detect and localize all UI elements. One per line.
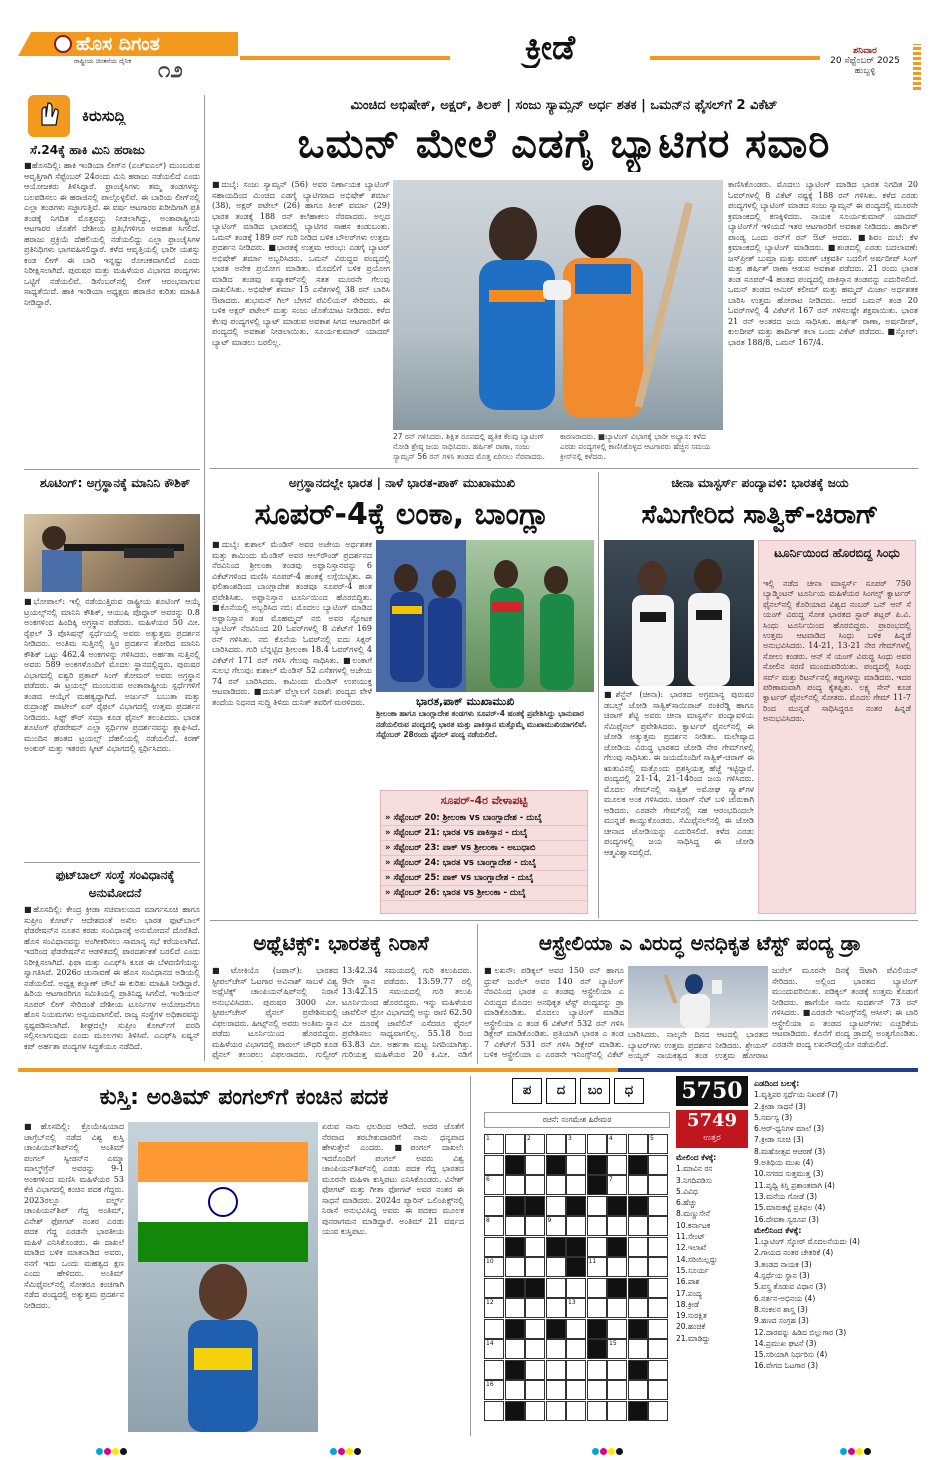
lead-body-left: ■ದುಬೈ: ಸಂಜು ಸ್ಯಾಮ್ಸನ್ (56) ಅವರ ನಿರ್ಣಾಯಕ ಬ್ಯಾಟಿಂಗ್ ಸಹಾಯದಿಂದ ಮಿಂಚಿದ ಎಡಗೈ ಬ್ಯಾಟಿಗರಾದ ಅಭಿಷೇಕ್ ಶರ್ಮಾ (38), ಅಕ್ಷರ್ ಪಟೇಲ್ (26) ಹಾಗೂ ತಿಲಕ್ ವರ್ಮಾ (29) ಭಾರತ ತಂಡಕ್ಕೆ 188 ರನ್ ಕಲೆಹಾಕಲು ನೆರವಾದರು. ಅಲ್ಪದ ಬ್ಯಾಟಿಂಗ್ ಮಾಡಿದ ಭಾರತದಲ್ಲಿ ಬ್ಯಾಟಿಗರ ಸಾಹಸ ಕಂಡುಬಂತು. ಒಮನ್ ತಂಡಕ್ಕೆ 189 ರನ್ ಗುರಿ ನೀಡಿದ ಬಳಿಕ ಬೌಲರ್‌ಗಳು ಉತ್ತಮ ಪ್ರದರ್ಶನ ನೀಡಿದರು. ■ಭಾರತಕ್ಕೆ ಉತ್ತಮ ಆರಂಭ: ಎಡಗೈ ಬ್ಯಾಟರ್ ಅಭಿಷೇಕ್ ಶರ್ಮಾ ಅಬ್ಬರಿಸಿದರು. ಒಮನ್ ವಿರುದ್ಧದ ಪಂದ್ಯದಲ್ಲಿ ಭಾರತ ಅನೇಕ ಪ್ರಯೋಗ ಮಾಡಿತು. ಮೊದಲಿಗೆ ಬಳಿಕ ಪ್ರಯೋಗ ಮಾಡಿದ ತಂಡವು ಏಷ್ಯಾಕಪ್‌ನಲ್ಲಿ ಸತತ ಮೂರನೇ ಗೆಲುವು ದಾಖಲಿಸಿತು. ಅಭಿಷೇಕ್ ಶರ್ಮಾ 15 ಎಸೆತಗಳಲ್ಲಿ 38 ರನ್ ಬಾರಿಸಿ ಔಟಾದರು. ಶುಭಮನ್ ಗಿಲ್ ಬೇಗನೆ ಪೆವಿಲಿಯನ್ ಸೇರಿದರು. ಈ ಬಳಿಕ ಅಕ್ಷರ್ ಪಟೇಲ್ ಮತ್ತು ಸಂಜು ಜೊತೆಯಾಟ ನೀಡಿದರು. ಕಳೆದ ಕೆಲವು ಪಂದ್ಯಗಳಲ್ಲಿ ಬ್ಯಾಟ್ ಮಾಡುವ ಅವಕಾಶ ಸಿಗದ ಆಟಗಾರರಿಗೆ ಈ ಪಂದ್ಯದಲ್ಲಿ ಅವಕಾಶ ನೀಡಲಾಯಿತು. ಸೂರ್ಯಕುಮಾರ್ ಯಾದವ್ ಬ್ಯಾಟ್ ಮಾಡಲು ಬರಲಿಲ್ಲ.: [212, 180, 390, 347]
clue-item: 15.ಮಾರುಕಟ್ಟೆ ಪ್ರತಿಫಲ (4): [754, 1203, 826, 1213]
date-label: 20 ಸೆಪ್ಟೆಂಬರ್ 2025: [830, 56, 900, 66]
story5-body-mid: ಬಾರಿಸಿದರು. ನಾಲ್ಕನೇ ದಿನದ ಆಟದಲ್ಲಿ ಭಾರತದ ಬ್ಯಾಟರ್‌ಗಳು ಉತ್ತಮ ಪ್ರದರ್ಶನ ನೀಡಿದರು. ಶ್ರೇಯಸ್ ಅಯ್ಯರ್ ನಾಯಕತ್ವದ ತಂಡ ಉತ್ತಮ ಹೋರಾಟ: [628, 1030, 768, 1060]
story3-kicker: ಚೀನಾ ಮಾಸ್ಟರ್ಸ್ ಪಂದ್ಯಾವಳಿ: ಭಾರತಕ್ಕೆ ಜಯ: [671, 476, 849, 490]
crossword-block: [607, 1196, 627, 1216]
crossword-cell[interactable]: [566, 1155, 586, 1175]
crossword-block: [546, 1319, 566, 1339]
crossword-cell[interactable]: [587, 1380, 607, 1400]
clue-item: 5.ಸರ್ವಸ್ವ (3): [754, 1112, 793, 1122]
crossword-cell[interactable]: [525, 1216, 545, 1236]
story5-body-right: ಜುರೆಲ್ ಮೂರನೇ ದಿನಕ್ಕೆ ಔಟಾಗಿ ಪೆವಿಲಿಯನ್ ಸೇರಿದರು. ಅಲ್ಲಿಂದ ಭಾರತದ ಬ್ಯಾಟಿಂಗ್ ಮುಂದುವರಿಯಿತು. ಪಡಿಕ್ಕಲ್ ತಂಡಕ್ಕೆ ಉತ್ತಮ ಕೊಡುಗೆ ನೀಡಿದರು. ಹಾಗೆಯೇ ಸಾಯಿ ಸುದರ್ಶನ್ 73 ರನ್ ಗಳಿಸಿದರು. ■ಎರಡನೇ ಇನಿಂಗ್ಸ್‌ನಲ್ಲಿ ಆಸೀಸ್: ಈ ಬಾರಿ ಆಸ್ಟ್ರೇಲಿಯಾ ಎ ತಂಡದ ಬ್ಯಾಟರ್‌ಗಳು ಎಚ್ಚರಿಕೆಯ ಆಟವಾಡಿದರು. ಕೊನೆಗೆ ಪಂದ್ಯ ಡ್ರಾದಲ್ಲಿ ಅಂತ್ಯಗೊಂಡಿತು. ಎರಡನೇ ಪಂದ್ಯ ಲಖನೌದಲ್ಲಿಯೇ ನಡೆಯಲಿದೆ.: [772, 966, 918, 1049]
clue-item: 4.ಸ್ಪರ್ಧೆಯ ಸ್ಥಾನ (3): [754, 1271, 810, 1281]
crossword-title: [512, 1078, 672, 1106]
clue-item: 8.ಮಣ್ಣುಸೇನೆ: [676, 1209, 710, 1219]
crossword-cell[interactable]: [628, 1257, 648, 1277]
crossword-cell[interactable]: [505, 1339, 525, 1359]
crossword-block: [505, 1401, 525, 1421]
registration-dot: [338, 1448, 345, 1455]
crossword-cell[interactable]: [628, 1216, 648, 1236]
crossword-cell[interactable]: [525, 1175, 545, 1195]
clue-item: 6.ಹೆಚ್ಚು: [676, 1198, 697, 1208]
crossword-cell[interactable]: [525, 1339, 545, 1359]
story4-headline: ಅಥ್ಲೆಟಿಕ್ಸ್: ಭಾರತಕ್ಕೆ ನಿರಾಸೆ: [253, 931, 429, 955]
clue-item: 1.ವೃತ್ತಿಪರ ಸ್ಪರ್ಧೆಯ ನಿಖರತೆ (7): [754, 1090, 838, 1100]
logo-emblem-icon: [54, 35, 72, 53]
crossword-cell[interactable]: [484, 1196, 504, 1216]
crossword-cell[interactable]: [546, 1278, 566, 1298]
crossword-block: [505, 1196, 525, 1216]
prev-number: 5749: [686, 1110, 738, 1131]
registration-dot: [840, 1448, 847, 1455]
story2-photo-caption-box: [376, 694, 594, 784]
crossword-clue-number: 8: [486, 1217, 490, 1224]
crossword-block: [628, 1278, 648, 1298]
crossword-block: [628, 1196, 648, 1216]
crossword-block: [546, 1237, 566, 1257]
clue-heading: ಮೇಲಿನಿಂದ ಕೆಳಕ್ಕೆ:: [754, 1225, 802, 1235]
crossword-cell[interactable]: [607, 1380, 627, 1400]
clue-item: 9.ಅತಿಥಿಯ ಮುಖ (4): [754, 1158, 814, 1168]
sidebar-divider: [204, 95, 205, 1061]
registration-dot: [616, 1448, 623, 1455]
crossword-block: [628, 1319, 648, 1339]
registration-dots-left: [96, 1440, 128, 1459]
crossword-block: [546, 1155, 566, 1175]
masthead: [0, 0, 945, 92]
crossword-cell[interactable]: [648, 1401, 668, 1421]
crossword-clue-number: 15: [609, 1340, 617, 1347]
lead-photo-caption: 27 ರನ್ ಗಳಿಸಿದರು. ಶಿಕ್ಷಿತ ರೂಪದಲ್ಲಿ ಹೃತಿಕ ಕೆಲವು ಬ್ಯಾಟಿಂಗ್ ನೋಡಿ ಶ್ರೇಷ್ಠ ಜಯ ಸಾಧಿಸಿದರು. ಹರ್ಷಿತ್ ರಾಣಾ, ಸಂಜು ಸ್ಯಾಮ್ಸನ್ 56 ರನ್ ಗಳಿಸಿ ತಂಡದ ಮೊತ್ತ ಏರಿಸಲು ನೆರವಾದರು.: [393, 432, 545, 461]
story3-photo: [604, 540, 754, 686]
crossword-block: [566, 1257, 586, 1277]
crossword-block: [587, 1319, 607, 1339]
crossword-title-letter: ಬಂ: [580, 1078, 610, 1104]
sindhu-box: [758, 540, 916, 914]
crossword-cell[interactable]: [628, 1175, 648, 1195]
section-title: ಕ್ರೀಡೆ: [450, 28, 650, 68]
clue-item: 16.ದೇವತಾ ಸ್ವರೂಪ (3): [754, 1214, 819, 1224]
clue-item: 16.ಪಾಶ: [676, 1277, 700, 1287]
hand-icon: [28, 95, 70, 137]
clue-item: 12.ಇಲಾಖೆ: [676, 1243, 707, 1253]
sindhu-box-title: ಟೂರ್ನಿಯಿಂದ ಹೊರಬಿದ್ದ ಸಿಂಧು: [774, 546, 900, 560]
crossword-cell[interactable]: [484, 1155, 504, 1175]
clues-panel: [754, 1078, 918, 1434]
clue-item: 17.ಪಂದ್ಯ: [676, 1288, 702, 1298]
crossword-cell[interactable]: [648, 1339, 668, 1359]
schedule-row: » ಸೆಪ್ಟೆಂಬರ್ 26: ಭಾರತ vs ಶ್ರೀಲಂಕಾ - ದುಬೈ: [381, 886, 587, 901]
crossword-cell[interactable]: [628, 1339, 648, 1359]
story6-body-left: ■ಹೊಸದಿಲ್ಲಿ: ಕ್ರೊಯೇಷಿಯಾದ ಜಾಗ್ರೆಬ್‌ನಲ್ಲಿ ನಡೆದ ವಿಶ್ವ ಕುಸ್ತಿ ಚಾಂಪಿಯನ್‌ಶಿಪ್‌ನಲ್ಲಿ ಅಂತಿಮ್ ಪಂಗಲ್ ಸ್ವೀಡನ್‌ನ ಎಮ್ಮಾ ಮಾಲ್ಮ್‌ಗ್ರೆನ್ ಅವರನ್ನು 9-1 ಅಂಕಗಳಿಂದ ಮಣಿಸಿ ಮಹಿಳೆಯರ 53 ಕೆಜಿ ವಿಭಾಗದಲ್ಲಿ ಕಂಚಿನ ಪದಕ ಗೆದ್ದರು. 2023ರಲ್ಲೂ ವರ್ಲ್ಡ್ ಚಾಂಪಿಯನ್‌ಶಿಪ್ ಗೆದ್ದ ಅಂತಿಮ್, ವಿನೇಶ್ ಫೋಗಟ್ ನಂತರ ಎರಡು ಪದಕ ಗೆದ್ದ ಎರಡನೇ ಭಾರತೀಯ ಮಹಿಳೆ ಎನಿಸಿಕೊಂಡರು. ಈ ದಾಖಲೆ ಮಾಡಿದ ಬಳಿಕ ಮಾತನಾಡಿದ ಅವರು, ನನಗೆ ಇದು ಒಂದು ಮಹತ್ವದ ಕ್ಷಣ ಎಂದು ಹೇಳಿದರು. ಅಂತಿಮ್ ಸೆಮಿಫೈನಲ್‌ನಲ್ಲಿ ಸೋತರೂ ಕಂಚಿಗಾಗಿ ನಡೆದ ಪಂದ್ಯದಲ್ಲಿ ಅತ್ಯುತ್ತಮ ಪ್ರದರ್ಶನ ನೀಡಿದರು.: [24, 1122, 124, 1310]
clue-item: 8.ಮಹೋತ್ಸವ ಆಚರಣೆ (3): [754, 1146, 826, 1156]
prev-label: ಉತ್ತರ: [703, 1133, 721, 1143]
crossword-title-letter: ದ: [546, 1078, 576, 1104]
crossword-clue-number: 1: [486, 1135, 490, 1142]
schedule-title: ಸೂಪರ್-4ರ ವೇಳಾಪಟ್ಟಿ: [440, 794, 528, 807]
crossword-clue-number: 9: [547, 1217, 552, 1224]
crossword-cell[interactable]: [648, 1319, 668, 1339]
crossword-clue-number: 2: [527, 1135, 531, 1142]
prev-answer-box: [676, 1110, 748, 1148]
schedule-row: » ಸೆಪ್ಟೆಂಬರ್ 23: ಪಾಕ್ vs ಶ್ರೀಲಂಕಾ - ಅಬುಧಾಬಿ: [381, 841, 587, 856]
crossword-cell[interactable]: [505, 1257, 525, 1277]
divider: [470, 1076, 471, 1436]
registration-dot: [120, 1448, 127, 1455]
crossword-cell[interactable]: [648, 1196, 668, 1216]
crossword-clue-number: 6: [486, 1176, 490, 1183]
story2-kicker: ಅಗ್ರಸ್ಥಾನದಲ್ಲೇ ಭಾರತ | ನಾಳೆ ಭಾರತ-ಪಾಕ್ ಮುಖಾಮುಖಿ: [288, 476, 516, 490]
masthead-side-stripes: [913, 44, 921, 90]
page-number: ೧೨: [158, 59, 183, 83]
crossword-cell[interactable]: [587, 1196, 607, 1216]
crossword-block: [505, 1155, 525, 1175]
story4-body-right: 13:42.34 ಸಮಯದಲ್ಲಿ ಗುರಿ ತಲುಪಿದರು. 9ನೇ ಸ್ಥಾನ ಪಡೆದರು. 13:59.77 ರಲ್ಲಿ 13:42.15 ಸಮಯದಲ್ಲಿ ಗುರಿ ತಲುಪಿ ಟೂರ್ನಿಯಿಂದ ಹೊರಬಿದ್ದರು. ಇನ್ನು ಮಹಿಳೆಯರ ಜಾವೆಲಿನ್ ಥ್ರೋ ವಿಭಾಗದಲ್ಲಿ ಅನ್ನು ರಾಣಿ 62.50 ಮೀ ದೂರಕ್ಕೆ ಜಾವೆಲಿನ್ ಎಸೆದರೂ ಫೈನಲ್ ಪ್ರವೇಶಿಸಲು ಸಾಧ್ಯವಾಗಲಿಲ್ಲ. 55.18 ರಿಂದ 63.83 ಮೀ. ಅರ್ಹತಾ ಮಟ್ಟ ನಿಗದಿಯಾಗಿತ್ತು. ಗುರಿಯತ್ತ ಮಹಿಳೆಯರ 20 ಕಿ.ಮೀ. ನಡಿಗೆ: [342, 966, 472, 1059]
crossword-cell[interactable]: [587, 1134, 607, 1154]
day-label: ಶನಿವಾರ: [853, 46, 877, 56]
clue-heading: ಮೇಲಿಂದ ಕೆಳಕ್ಕೆ:: [676, 1153, 717, 1162]
divider: [598, 472, 599, 918]
registration-dot: [856, 1448, 863, 1455]
registration-dots-right2: [840, 1440, 872, 1459]
crossword-cell[interactable]: [628, 1237, 648, 1257]
crossword-block: [566, 1196, 586, 1216]
clue-item: 3.ತಂಡದ ನಾಯಕ (3): [754, 1259, 812, 1269]
crossword-cell[interactable]: [546, 1360, 566, 1380]
crossword-cell[interactable]: [607, 1401, 627, 1421]
clue-item: 10.ನಗರದ ಸುತ್ತಮುತ್ತ (3): [754, 1169, 824, 1179]
crossword-block: [607, 1237, 627, 1257]
crossword-cell[interactable]: [505, 1380, 525, 1400]
crossword-cell[interactable]: [648, 1360, 668, 1380]
divider: [24, 469, 200, 470]
crossword-block: [505, 1360, 525, 1380]
date-block: [820, 46, 910, 86]
crossword-cell[interactable]: [566, 1380, 586, 1400]
crossword-cell[interactable]: [648, 1257, 668, 1277]
story5-headline: ಆಸ್ಟ್ರೇಲಿಯಾ ಎ ವಿರುದ್ಧ ಅನಧಿಕೃತ ಟೆಸ್ಟ್ ಪಂದ್ಯ ಡ್ರಾ: [538, 931, 862, 955]
clue-item: 9.ಹಣದ ಸಂಗ್ರಹ (3): [754, 1316, 809, 1326]
schedule-row: » ಸೆಪ್ಟೆಂಬರ್ 20: ಶ್ರೀಲಂಕಾ vs ಬಾಂಗ್ಲಾದೇಶ - ದುಬೈ: [381, 811, 587, 826]
crossword-cell[interactable]: [587, 1360, 607, 1380]
clue-item: 3.ನಿಗದಿಪಡಿಸು: [676, 1175, 713, 1185]
shooter-photo: [24, 514, 200, 592]
crossword-cell[interactable]: [566, 1319, 586, 1339]
lead-headline: ಒಮನ್ ಮೇಲೆ ಎಡಗೈ ಬ್ಯಾಟಿಗರ ಸವಾರಿ: [297, 121, 831, 167]
crossword-cell[interactable]: [648, 1380, 668, 1400]
crossword-cell[interactable]: [484, 1278, 504, 1298]
clue-item: 16.ವೇಗದ ಓಟಗಾರ (3): [754, 1361, 819, 1371]
registration-dots-right1: [592, 1440, 624, 1459]
crossword-block: [587, 1155, 607, 1175]
registration-dot: [346, 1448, 353, 1455]
clue-heading: ಎಡದಿಂದ ಬಲಕ್ಕೆ:: [754, 1079, 800, 1088]
crossword-block: [525, 1196, 545, 1216]
story6-headline: ಕುಸ್ತಿ: ಅಂತಿಮ್ ಪಂಗಲ್‌ಗೆ ಕಂಚಿನ ಪದಕ: [99, 1085, 389, 1110]
crossword-block: [505, 1278, 525, 1298]
clue-item: 20.ಹಂಚಿಕೆ: [676, 1322, 706, 1332]
crossword-clue-number: 3: [568, 1135, 572, 1142]
brief1-body: ■ಹೊಸದಿಲ್ಲಿ: ಹಾಕಿ ಇಂಡಿಯಾ ಲೀಗ್‌ನ (ಎಚ್‌ಐಎಲ್) ಮುಂಬರುವ ಆವೃತ್ತಿಗಾಗಿ ಸೆಪ್ಟೆಂಬರ್ 24ರಂದು ಮಿನಿ ಹರಾಜು ನಡೆಯಲಿದೆ ಎಂದು ಆಯೋಜಕರು ತಿಳಿಸಿದ್ದಾರೆ. ಫ್ರಾಂಚೈಸಿಗಳು ತಮ್ಮ ತಂಡಗಳನ್ನು ಬಲಪಡಿಸಲು ಈ ಹರಾಜಿನಲ್ಲಿ ಪಾಲ್ಗೊಳ್ಳಲಿವೆ. ಈ ಬಾರಿಯ ಲೀಗ್‌ನಲ್ಲಿ ಎಲ್ಲಾ ತಂಡಗಳು ಸಜ್ಜಾಗುತ್ತಿವೆ. ಈ ವರ್ಷ ಆಟಗಾರರ ಖರೀದಿಗಾಗಿ ಪ್ರತಿ ತಂಡಕ್ಕೆ ನಿಗದಿತ ಮೊತ್ತವನ್ನು ನೀಡಲಾಗಿದ್ದು, ಅಂತಾರಾಷ್ಟ್ರೀಯ ಆಟಗಾರರ ಜೊತೆಗೆ ದೇಶೀಯ ಪ್ರತಿಭೆಗಳಿಗೂ ಅವಕಾಶ ಸಿಗಲಿದೆ. ಹರಾಜು ಪ್ರಕ್ರಿಯೆ ದೆಹಲಿಯಲ್ಲಿ ನಡೆಯಲಿದ್ದು ಎಲ್ಲಾ ಫ್ರಾಂಚೈಸಿಗಳ ಪ್ರತಿನಿಧಿಗಳು ಭಾಗವಹಿಸಲಿದ್ದಾರೆ. ಕಳೆದ ಆವೃತ್ತಿಯಲ್ಲಿ ಭಾರೀ ಯಶಸ್ಸು ಕಂಡ ಲೀಗ್ ಈ ಬಾರಿ ಇನ್ನಷ್ಟು ರೋಚಕವಾಗಲಿದೆ ಎಂದು ನಿರೀಕ್ಷಿಸಲಾಗಿದೆ. ಪುರುಷರ ಮತ್ತು ಮಹಿಳೆಯರ ವಿಭಾಗದ ಪಂದ್ಯಗಳು ಒಟ್ಟಿಗೆ ನಡೆಯಲಿವೆ. ಡಿಸೆಂಬರ್‌ನಲ್ಲಿ ಲೀಗ್ ಆರಂಭವಾಗುವ ಸಾಧ್ಯತೆಯಿದೆ. ಹಾಕಿ ಇಂಡಿಯಾ ಅಧ್ಯಕ್ಷರು ಹರಾಜಿನ ಕುರಿತು ಮಾಹಿತಿ ನೀಡಿದ್ದಾರೆ.: [24, 161, 200, 307]
logo-block: [18, 32, 238, 84]
crossword-cell[interactable]: [607, 1298, 627, 1318]
crossword-cell[interactable]: [648, 1278, 668, 1298]
crossword-cell[interactable]: [525, 1401, 545, 1421]
clue-item: 10.ಕರ್ನಾಟಕ: [676, 1220, 711, 1230]
lead-photo-caption2: ಕಾರಣರಾದರು. ■ಬ್ಯಾಟಿಂಗ್ ವಿಭಾಗಕ್ಕೆ ಭಾರೀ ಅಭ್ಯಾಸ: ಕಳೆದ ಎರಡು ಪಂದ್ಯಗಳಲ್ಲಿ ಕಾಣಿಸಿಕೊಳ್ಳದ ಆಟಗಾರರು ಹೆಚ್ಚಿನ ಸಮಯ ಕ್ರೀಸ್‌ನಲ್ಲಿ ಕಳೆದರು.: [560, 432, 711, 461]
lead-photo: [393, 180, 723, 430]
crossword-cell[interactable]: [546, 1339, 566, 1359]
crossword-cell[interactable]: [566, 1339, 586, 1359]
crossword-block: [566, 1237, 586, 1257]
crossword-cell[interactable]: [525, 1298, 545, 1318]
crossword-clue-number: 10: [486, 1258, 494, 1265]
crossword-block: [607, 1278, 627, 1298]
divider: [210, 468, 918, 469]
clue-item: 12.ದಾರವನ್ನು ಹಿಡಿದ ಬಿಲ್ಲುಗಾರ (3): [754, 1327, 847, 1337]
clue-item: 15.ಸರಿಯಾಗಿ ನಿರ್ಧರಿಸು (4): [754, 1350, 828, 1360]
kirusuddi-label: ಕಿರುಸುದ್ದಿ: [82, 107, 126, 125]
crossword-cell[interactable]: [607, 1216, 627, 1236]
story3-body: ■ಶೆನ್ಜೆನ್ (ಚೀನಾ): ಭಾರತದ ಅಗ್ರಮಾನ್ಯ ಪುರುಷರ ಡಬಲ್ಸ್ ಜೋಡಿ ಸಾತ್ವಿಕ್‌ಸಾಯಿರಾಜ್ ರಂಕಿರೆಡ್ಡಿ ಹಾಗೂ ಚಿರಾಗ್ ಶೆಟ್ಟಿ ಅವರು ಚೀನಾ ಮಾಸ್ಟರ್ಸ್ ಪಂದ್ಯಾವಳಿಯ ಸೆಮಿಫೈನಲ್ ಪ್ರವೇಶಿಸಿದರು. ಕ್ವಾರ್ಟರ್ ಫೈನಲ್‌ನಲ್ಲಿ ಈ ಜೋಡಿ ಅತ್ಯುತ್ತಮ ಪ್ರದರ್ಶನ ನೀಡಿತು. ಮಲೇಷ್ಯಾದ ಜೋಡಿಯ ವಿರುದ್ಧ ಭಾರತದ ಜೋಡಿ ನೇರ ಗೇಮ್‌ಗಳಲ್ಲಿ ಗೆಲುವು ಸಾಧಿಸಿತು. ಈ ಜಯದೊಂದಿಗೆ ಸಾತ್ವಿಕ್-ಚಿರಾಗ್ ಈ ಋತುವಿನಲ್ಲಿ ಮತ್ತೊಂದು ಪ್ರಶಸ್ತಿಯತ್ತ ಹೆಜ್ಜೆ ಇಟ್ಟಿದ್ದಾರೆ. ಪಂದ್ಯದಲ್ಲಿ 21-14, 21-14ರಿಂದ ಜಯ ಗಳಿಸಿದರು. ಮೊದಲ ಗೇಮ್‌ನಲ್ಲಿ ಸಾತ್ವಿಕ್ ಅಮೋಘ ಸ್ಮ್ಯಾಶ್‌ಗಳ ಮೂಲಕ ಅಂಕ ಗಳಿಸಿದರು. ಚಿರಾಗ್ ನೆಟ್ ಬಳಿ ಚುರುಕಾಗಿ ಆಡಿದರು. ಎರಡನೇ ಗೇಮ್‌ನಲ್ಲಿ ಸಹ ಆರಂಭದಿಂದಲೇ ಮುನ್ನಡೆ ಕಾಯ್ದುಕೊಂಡರು. ಸೆಮಿಫೈನಲ್‌ನಲ್ಲಿ ಈ ಜೋಡಿ ಚೀನಾದ ಜೋಡಿಯನ್ನು ಎದುರಿಸಲಿದೆ. ಕಳೆದ ಎರಡು ಪಂದ್ಯಗಳಲ್ಲಿ ಜಯ ಸಾಧಿಸಿದ್ದ ಈ ಜೋಡಿ ಆತ್ಮವಿಶ್ವಾಸದಲ್ಲಿದೆ.: [604, 690, 754, 857]
crossword-cell[interactable]: [566, 1360, 586, 1380]
story6-body-right: ಏರುವ ನಾನು ಛಲದಿಂದ ಆಡಿದೆ. ಅದರ ಜೊತೆಗೆ ನೆರವಾದ ತರಬೇತುದಾರರಿಗೆ ನಾನು ಧನ್ಯವಾದ ಹೇಳುತ್ತೇನೆ ಎಂದರು. ■ಪಂಗಲ್ ದಾಖಲೆ: ಇದರೊಂದಿಗೆ ಪಂಗಲ್ ಅವರು ವಿಶ್ವ ಚಾಂಪಿಯನ್‌ಶಿಪ್‌ನಲ್ಲಿ ಎರಡು ಪದಕ ಗೆದ್ದ ಭಾರತದ ಮೂರನೇ ಮಹಿಳಾ ಕುಸ್ತಿಪಟು ಎನಿಸಿಕೊಂಡರು. ವಿನೇಶ್ ಫೋಗಟ್ ಮತ್ತು ಗೀತಾ ಫೋಗಟ್ ಅವರ ನಂತರ ಈ ಸಾಧನೆ ಮಾಡಿದರು. 2024ರ ಪ್ಯಾರಿಸ್ ಒಲಿಂಪಿಕ್ಸ್‌ನಲ್ಲಿ ನಿರಾಸೆ ಅನುಭವಿಸಿದ್ದ ಅವರು ಈ ಪದಕದ ಮೂಲಕ ಪುನರಾಗಮನ ಮಾಡಿದ್ದಾರೆ. ಅಂತಿಮ್ 21 ವರ್ಷದ ಯುವ ಕುಸ್ತಿಪಟು.: [322, 1122, 464, 1236]
crossword-clue-number: 7: [609, 1176, 613, 1183]
sindhu-box-body: ಇಲ್ಲಿ ನಡೆದ ಚೀನಾ ಮಾಸ್ಟರ್ಸ್ ಸೂಪರ್ 750 ಬ್ಯಾಡ್ಮಿಂಟನ್ ಟೂರ್ನಿಯ ಮಹಿಳೆಯರ ಸಿಂಗಲ್ಸ್ ಕ್ವಾರ್ಟರ್ ಫೈನಲ್‌ನಲ್ಲಿ ಕೊರಿಯಾದ ವಿಶ್ವದ ನಂಬರ್ ಒನ್ ಆನ್ ಸೆ ಯಂಗ್ ವಿರುದ್ಧ ಸೋತ ಭಾರತದ ಸ್ಟಾರ್ ಶಟ್ಲರ್ ಪಿ.ವಿ. ಸಿಂಧು ಟೂರ್ನಿಯಿಂದ ಹೊರಬಿದ್ದರು. ಪ್ರಾರಂಭದಲ್ಲಿ ಉತ್ತಮ ಆಟವಾಡಿದ ಸಿಂಧು ಬಳಿಕ ಹಿನ್ನಡೆ ಅನುಭವಿಸಿದರು. 14-21, 13-21 ನೇರ ಗೇಮ್‌ಗಳಲ್ಲಿ ಸೋಲು ಕಂಡರು. ಆನ್ ಸೆ ಯಂಗ್ ವಿರುದ್ಧ ಸಿಂಧು ಅವರ ಸೋಲಿನ ಸರಣಿ ಮುಂದುವರಿಯಿತು. ಪಂದ್ಯದಲ್ಲಿ ಸಿಂಧು ಸರ್ವ್ ಮತ್ತು ರಿಟರ್ನ್‌ನಲ್ಲಿ ತಪ್ಪುಗಳನ್ನು ಮಾಡಿದರು. ಇದರ ಪರಿಣಾಮವಾಗಿ ಪಂದ್ಯ ಕೈತಪ್ಪಿತು. ಲಕ್ಷ್ಯ ಸೇನ್ ಕೂಡ ಕ್ವಾರ್ಟರ್ ಫೈನಲ್‌ನಲ್ಲಿ ಸೋತರು. ಮೊದಲ ಗೇಮ್ 11-7 ರಿಂದ ಮುನ್ನಡೆ ಸಾಧಿಸಿದ್ದರೂ ನಂತರ ಹಿನ್ನಡೆ ಅನುಭವಿಸಿದರು.: [763, 579, 911, 724]
crossword-clue-number: 12: [486, 1299, 494, 1306]
logo-tagline: ರಾಷ್ಟ್ರೀಯ ಚಿಂತನೆಯ ದೈನಿಕ: [74, 57, 132, 65]
clue-item: 6.ನರ್ತನ-ಅಭಿನಯ (4): [754, 1293, 816, 1303]
brief2-body: ■ಭೋಪಾಲ್: ಇಲ್ಲಿ ನಡೆಯುತ್ತಿರುವ ರಾಷ್ಟ್ರೀಯ ಶೂಟಿಂಗ್ ಆಯ್ಕೆ ಟ್ರಯಲ್ಸ್‌ನಲ್ಲಿ ಮಾನಿನಿ ಕೌಶಿಕ್, ಆಯುಷಿ ಪೊದ್ದಾರ್ ಅವರನ್ನು 0.8 ಅಂಕಗಳಿಂದ ಹಿಂದಿಕ್ಕಿ ಅಗ್ರಸ್ಥಾನ ಪಡೆದರು. ಮಹಿಳೆಯರ 50 ಮೀ. ರೈಫಲ್ 3 ಪೊಸಿಷನ್ಸ್ ಸ್ಪರ್ಧೆಯಲ್ಲಿ ಅವರು ಅತ್ಯುತ್ತಮ ಪ್ರದರ್ಶನ ನೀಡಿದರು. ಅಂತಿಮ ಸುತ್ತಿನಲ್ಲಿ ಸ್ಥಿರ ಪ್ರದರ್ಶನ ತೋರಿದ ಮಾನಿನಿ ಕೌಶಿಕ್ ಒಟ್ಟು 462.4 ಅಂಕಗಳನ್ನು ಗಳಿಸಿದರು. ಅರ್ಹತಾ ಸುತ್ತಿನಲ್ಲಿ ಅವರು 589 ಅಂಕಗಳೊಂದಿಗೆ ಮೊದಲ ಸ್ಥಾನದಲ್ಲಿದ್ದರು. ಪುರುಷರ ವಿಭಾಗದಲ್ಲಿ ಐಶ್ವರಿ ಪ್ರತಾಪ್ ಸಿಂಗ್ ತೋಮರ್ ಅವರು ಅಗ್ರಸ್ಥಾನ ಪಡೆದರು. ಈ ಟ್ರಯಲ್ಸ್ ಮುಂಬರುವ ಅಂತಾರಾಷ್ಟ್ರೀಯ ಸ್ಪರ್ಧೆಗಳಿಗೆ ತಂಡದ ಆಯ್ಕೆಗೆ ಮಹತ್ವದ್ದಾಗಿದೆ. ಅರ್ಜುನ್ ಬಬುತಾ ಮತ್ತು ರುದ್ರಾಂಕ್ಷ್ ಪಾಟೀಲ್ ಏರ್ ರೈಫಲ್ ವಿಭಾಗದಲ್ಲಿ ಉತ್ತಮ ಪ್ರದರ್ಶನ ನೀಡಿದರು. ಸಿಫ್ಟ್ ಕೌರ್ ಸಮ್ರಾ ಕೂಡ ಫೈನಲ್ ತಲುಪಿದರು. ಭಾರತ ಶೂಟಿಂಗ್ ಫೆಡರೇಷನ್ ಎಲ್ಲಾ ಸ್ಪರ್ಧಿಗಳ ಪ್ರದರ್ಶನವನ್ನು ಶ್ಲಾಘಿಸಿದೆ. ಮುಂದಿನ ಹಂತದ ಟ್ರಯಲ್ಸ್ ದೆಹಲಿಯಲ್ಲಿ ನಡೆಯಲಿದೆ. ಕಿರಣ್ ಅಂಕುರ್ ಮತ್ತು ಇತರರು ಸ್ಕೀಟ್ ವಿಭಾಗದಲ್ಲಿ ಸ್ಪರ್ಧಿಸಿದರು.: [24, 597, 200, 753]
lead-kicker: ಮಿಂಚಿದ ಅಭಿಷೇಕ್, ಅಕ್ಷರ್, ತಿಲಕ್ | ಸಂಜು ಸ್ಯಾಮ್ಸನ್ ಅರ್ಧ ಶತಕ | ಒಮನ್‌ನ ಫೈಸಲ್‌ಗೆ 2 ವಿಕೆಟ್: [350, 98, 778, 113]
clue-item: 5.ವಸ್ತ್ರ ತೊಡುವ ವಿಧಾನ (3): [754, 1282, 827, 1292]
story2-headline: ಸೂಪರ್-4ಕ್ಕೆ ಲಂಕಾ, ಬಾಂಗ್ಲಾ: [254, 497, 550, 532]
crossword-cell[interactable]: [648, 1237, 668, 1257]
crossword-cell[interactable]: [505, 1175, 525, 1195]
crossword-cell[interactable]: [525, 1257, 545, 1277]
crossword-cell[interactable]: [546, 1380, 566, 1400]
crossword-cell[interactable]: [607, 1319, 627, 1339]
crossword-cell[interactable]: [525, 1380, 545, 1400]
crossword-title-letter: ಧ: [614, 1078, 644, 1104]
story2-body: ■ದುಬೈ: ಕುಶಾಲ್ ಮೆಂಡಿಸ್ ಅವರ ಅಜೇಯ ಅರ್ಧಶತಕ ಮತ್ತು ಕಾಮಿಂದು ಮೆಂಡಿಸ್ ಅವರ ಆಲ್‌ರೌಂಡ್ ಪ್ರದರ್ಶನದ ನೆರವಿನಿಂದ ಶ್ರೀಲಂಕಾ ತಂಡವು ಅಫ್ಘಾನಿಸ್ತಾನವನ್ನು 6 ವಿಕೆಟ್‌ಗಳಿಂದ ಮಣಿಸಿ ಸೂಪರ್-4 ಹಂತಕ್ಕೆ ಲಗ್ಗೆಯಿಟ್ಟಿತು. ಈ ಫಲಿತಾಂಶದಿಂದ ಬಾಂಗ್ಲಾದೇಶ ತಂಡವೂ ಸೂಪರ್-4 ಹಂತ ಪ್ರವೇಶಿಸಿತು. ಅಫ್ಘಾನಿಸ್ತಾನ ಟೂರ್ನಿಯಿಂದ ಹೊರಬಿದ್ದಿತು. ■ಕೊನೆಯಲ್ಲಿ ಅಬ್ಬರಿಸಿದ ನಬಿ: ಮೊದಲು ಬ್ಯಾಟಿಂಗ್ ಮಾಡಿದ ಅಫ್ಘಾನಿಸ್ತಾನ ತಂಡ ಮೊಹಮ್ಮದ್ ನಬಿ ಅವರ ಸ್ಫೋಟಕ ಬ್ಯಾಟಿಂಗ್ ನೆರವಿನಿಂದ 20 ಓವರ್‌ಗಳಲ್ಲಿ 8 ವಿಕೆಟ್‌ಗೆ 169 ರನ್ ಗಳಿಸಿತು. ನಬಿ ಕೊನೆಯ ಓವರ್‌ನಲ್ಲಿ ಐದು ಸಿಕ್ಸರ್ ಬಾರಿಸಿದರು. ಗುರಿ ಬೆನ್ನಟ್ಟಿದ ಶ್ರೀಲಂಕಾ 18.4 ಓವರ್‌ಗಳಲ್ಲಿ 4 ವಿಕೆಟ್‌ಗೆ 171 ರನ್ ಗಳಿಸಿ ಗೆಲುವು ಸಾಧಿಸಿತು. ■ಲಂಕಾಗೆ ಸುಲಭ ಗೆಲುವು: ಕುಶಾಲ್ ಮೆಂಡಿಸ್ 52 ಎಸೆತಗಳಲ್ಲಿ ಅಜೇಯ 74 ರನ್ ಬಾರಿಸಿದರು. ಕಾಮಿಂದು ಮೆಂಡಿಸ್ ಉಪಯುಕ್ತ ಆಟವಾಡಿದರು. ■ದುನಿತ್ ವೆಲ್ಲಾಲಗೆ ನಿರಾಶೆ: ಪಂದ್ಯದ ವೇಳೆ ತಂದೆಯ ನಿಧನದ ಸುದ್ದಿ ತಿಳಿದು ದುನಿತ್ ತವರಿಗೆ ಮರಳಿದರು.: [212, 540, 372, 707]
crossword-block: [505, 1319, 525, 1339]
crossword-block: [587, 1339, 607, 1359]
registration-dot: [104, 1448, 111, 1455]
crossword-setter: ರಚನೆ: ಸಂಗಮೇಶ ಹಿರೇಮಠ: [484, 1112, 670, 1128]
clue-item: 1.ಬ್ಯಾಟಿಂಗ್ ಸ್ಕೋರ್ ಮೊದಲನೆಯದು (4): [754, 1237, 860, 1247]
crossword-cell[interactable]: [546, 1257, 566, 1277]
clue-item: 15.ಸೂರ್ಯ: [676, 1265, 709, 1275]
crossword-block: [525, 1278, 545, 1298]
crossword-cell[interactable]: [587, 1401, 607, 1421]
story2-caption-body: ಶ್ರೀಲಂಕಾ ಹಾಗೂ ಬಾಂಗ್ಲಾದೇಶ ತಂಡಗಳು ಸೂಪರ್-4 ಹಂತಕ್ಕೆ ಪ್ರವೇಶಿಸಿದ್ದು ಭಾನುವಾರ ನಡೆಯಲಿರುವ ಪಂದ್ಯದಲ್ಲಿ ಭಾರತ ಮತ್ತು ಪಾಕಿಸ್ತಾನ ಮತ್ತೊಮ್ಮೆ ಮುಖಾಮುಖಿಯಾಗಲಿವೆ. ಸೆಪ್ಟೆಂಬರ್ 28ರಂದು ಫೈನಲ್ ಪಂದ್ಯ ನಡೆಯಲಿದೆ.: [376, 709, 587, 739]
prev-answer-clues: [676, 1152, 748, 1432]
crossword-cell[interactable]: [525, 1360, 545, 1380]
clue-item: 14.ಸರಿಯಿಲ್ಲದ್ದು: [676, 1254, 718, 1264]
divider: [210, 920, 918, 921]
crossword-cell[interactable]: [546, 1196, 566, 1216]
wrestler-photo: [128, 1122, 318, 1432]
crossword-cell[interactable]: [648, 1298, 668, 1318]
clue-item: 7.ಕ್ರೀಡಾ ಸೂಚಿ (3): [754, 1135, 804, 1145]
crossword-cell[interactable]: [587, 1298, 607, 1318]
clue-item: 14.ಪ್ರಮುಖ ಘಟನೆ (3): [754, 1338, 817, 1348]
clue-item: 11.ಸೇಂಟ್: [676, 1232, 706, 1242]
crossword-block: [628, 1360, 648, 1380]
crossword-cell[interactable]: [607, 1257, 627, 1277]
crossword-title-letter: ಪ: [512, 1078, 542, 1104]
registration-dots-mid: [330, 1440, 362, 1459]
crossword-clue-number: 11: [588, 1258, 597, 1265]
clue-item: 2.ಕ್ರೀಡಾ ಸಾಧನೆ (3): [754, 1101, 806, 1111]
brief3-body: ■ಹೊಸದಿಲ್ಲಿ: ಕೇಂದ್ರ ಕ್ರೀಡಾ ಸಚಿವಾಲಯದ ಮಾರ್ಗಸೂಚಿ ಹಾಗೂ ಸುಪ್ರೀಂ ಕೋರ್ಟ್ ಆದೇಶದಂತೆ ಅಖಿಲ ಭಾರತ ಫುಟ್‌ಬಾಲ್ ಫೆಡರೇಷನ್‌ನ ನೂತನ ಕರಡು ಸಂವಿಧಾನಕ್ಕೆ ಅನುಮೋದನೆ ದೊರೆತಿದೆ. ಹೊಸ ಸಂವಿಧಾನವನ್ನು ಅಂಗೀಕರಿಸಲು ಸಾಮಾನ್ಯ ಸಭೆ ಕರೆಯಲಾಗಿದೆ. ಇದರಿಂದ ಫೆಡರೇಷನ್‌ನ ಆಡಳಿತದಲ್ಲಿ ಪಾರದರ್ಶಕತೆ ಬರಲಿದೆ ಎಂದು ನಿರೀಕ್ಷಿಸಲಾಗಿದೆ. ಫಿಫಾ ಮತ್ತು ಎಎಫ್‌ಸಿ ಕೂಡ ಈ ಬೆಳವಣಿಗೆಯನ್ನು ಸ್ವಾಗತಿಸಿವೆ. 2026ರ ಚುನಾವಣೆ ಈ ಹೊಸ ಸಂವಿಧಾನದ ಅಡಿಯಲ್ಲಿ ನಡೆಯಲಿದೆ. ಅಧ್ಯಕ್ಷ ಕಲ್ಯಾಣ್ ಚೌಬೆ ಈ ಕುರಿತು ಮಾಹಿತಿ ನೀಡಿದ್ದಾರೆ. ಹಿರಿಯ ಆಟಗಾರರಿಗೂ ಸಮಿತಿಯಲ್ಲಿ ಪ್ರಾತಿನಿಧ್ಯ ಸಿಗಲಿದೆ. ಇಂಡಿಯನ್ ಸೂಪರ್ ಲೀಗ್ ಸೇರಿದಂತೆ ದೇಶೀಯ ಟೂರ್ನಿಗಳ ಆಯೋಜನೆಗೂ ಹೊಸ ನಿಯಮಗಳು ಅನ್ವಯವಾಗಲಿವೆ. ರಾಜ್ಯ ಸಂಸ್ಥೆಗಳ ಅಧಿಕಾರವನ್ನು ಸ್ಪಷ್ಟಪಡಿಸಲಾಗಿದೆ. ಶೀಘ್ರದಲ್ಲೇ ಸುಪ್ರೀಂ ಕೋರ್ಟ್‌ಗೆ ವರದಿ ಸಲ್ಲಿಸಲಾಗುವುದು ಎಂದು ಮೂಲಗಳು ತಿಳಿಸಿವೆ. ಎಎಫ್‌ಸಿ ಏಷ್ಯನ್ ಕಪ್ ಅರ್ಹತಾ ಪಂದ್ಯಗಳ ಸಿದ್ಧತೆಯೂ ನಡೆದಿದೆ.: [24, 905, 200, 1051]
brief2-title: ಶೂಟಿಂಗ್: ಅಗ್ರಸ್ಥಾನಕ್ಕೆ ಮಾನಿನಿ ಕೌಶಿಕ್: [39, 476, 191, 490]
registration-dot: [608, 1448, 615, 1455]
crossword-number: 5750: [676, 1076, 748, 1106]
crossword-clue-number: 4: [609, 1135, 613, 1142]
schedule-row: » ಸೆಪ್ಟೆಂಬರ್ 21: ಭಾರತ vs ಪಾಕಿಸ್ತಾನ - ದುಬೈ: [381, 826, 587, 841]
kirusuddi-header: [18, 93, 198, 141]
clue-item: 1.ಮಾವಿನ ರಸ: [676, 1164, 713, 1174]
crossword-cell[interactable]: [648, 1175, 668, 1195]
crossword-cell[interactable]: [484, 1319, 504, 1339]
crossword-block: [628, 1401, 648, 1421]
crossword-cell[interactable]: [566, 1278, 586, 1298]
crossword-cell[interactable]: [587, 1216, 607, 1236]
crossword-cell[interactable]: [525, 1319, 545, 1339]
divider: [477, 924, 478, 1064]
registration-dot: [864, 1448, 871, 1455]
clue-item: 6.ಆರ್-ಧ್ವನಿಗಳ ಮಾಲೆ (3): [754, 1124, 825, 1134]
clue-item: 8.ಸಂಕಲನ ಶಾಸ್ತ್ರ (3): [754, 1304, 808, 1314]
story5-photo: [628, 966, 768, 1028]
registration-dot: [330, 1448, 337, 1455]
crossword-cell[interactable]: [505, 1134, 525, 1154]
clue-item: 11.ಪೃಥ್ವಿ ಕಿಸ್ತಿ ಪ್ರಶಾಂತವಾಗಿ (4): [754, 1180, 835, 1190]
section-stripe-orange: [18, 1068, 618, 1072]
crossword-cell[interactable]: [546, 1401, 566, 1421]
clue-item: 18.ಕ್ರೀಡೆ: [676, 1299, 699, 1309]
edition-label: ಹುಬ್ಬಳ್ಳಿ: [854, 66, 876, 76]
crossword-cell[interactable]: [525, 1155, 545, 1175]
crossword-cell[interactable]: [587, 1237, 607, 1257]
registration-dot: [600, 1448, 607, 1455]
registration-dot: [112, 1448, 119, 1455]
registration-dot: [354, 1448, 361, 1455]
crossword-cell[interactable]: [484, 1237, 504, 1257]
crossword-cell[interactable]: [628, 1298, 648, 1318]
clue-item: 21.ಮಾಡಿದ್ದು: [676, 1333, 711, 1343]
crossword-clue-number: 16: [486, 1381, 494, 1388]
crossword-cell[interactable]: [525, 1237, 545, 1257]
clue-item: 13.ಮನೆಯ ಗೋಡೆ (3): [754, 1191, 818, 1201]
crossword-cell[interactable]: [546, 1175, 566, 1195]
clue-item: 2.ಗಾಯದ ನಂತರ ಚೇತರಿಕೆ (4): [754, 1248, 834, 1258]
registration-dot: [592, 1448, 599, 1455]
crossword-clue-number: 5: [650, 1135, 654, 1142]
crossword-cell[interactable]: [566, 1401, 586, 1421]
crossword-block: [505, 1237, 525, 1257]
schedule-row: » ಸೆಪ್ಟೆಂಬರ್ 25: ಪಾಕ್ vs ಬಾಂಗ್ಲಾದೇಶ - ದುಬೈ: [381, 871, 587, 886]
crossword-cell[interactable]: [566, 1216, 586, 1236]
crossword-cell[interactable]: [648, 1216, 668, 1236]
lead-body-right: ಕಾಣಿಸಿಕೊಂಡರು. ಮೊದಲು ಬ್ಯಾಟಿಂಗ್ ಮಾಡಿದ ಭಾರತ ನಿಗದಿತ 20 ಓವರ್‌ಗಳಲ್ಲಿ 8 ವಿಕೆಟ್ ನಷ್ಟಕ್ಕೆ 188 ರನ್ ಗಳಿಸಿತು. ಕಳೆದ ಎರಡು ಪಂದ್ಯಗಳಲ್ಲಿ ಬ್ಯಾಟಿಂಗ್ ಮಾಡದ ಸಂಜು ಸ್ಯಾಮ್ಸನ್ ಈ ಪಂದ್ಯದಲ್ಲಿ ಮೂರನೇ ಕ್ರಮಾಂಕದಲ್ಲಿ ಕಣಕ್ಕಿಳಿದರು. ನಾಯಕ ಸೂರ್ಯಕುಮಾರ್ ಯಾದವ್ ಬ್ಯಾಟಿಂಗ್‌ಗೆ ಇಳಿಯದೆ ಇತರ ಆಟಗಾರರಿಗೆ ಅವಕಾಶ ನೀಡಿದರು. ಹಾರ್ದಿಕ್ ಪಾಂಡ್ಯ ಒಂದು ರನ್‌ಗೆ ರನ್ ಔಟ್ ಆದರು. ■ಶಿವಂ ದುಬೆ: ಕೆಳ ಕ್ರಮಾಂಕದಲ್ಲಿ ಬ್ಯಾಟಿಂಗ್ ಮಾಡಿದರು. ■ತಂಡದಲ್ಲಿ ಎರಡು ಬದಲಾವಣೆ: ಜಸ್‌ಪ್ರೀತ್ ಬುಮ್ರಾ ಮತ್ತು ವರುಣ್ ಚಕ್ರವರ್ತಿ ಬದಲಿಗೆ ಅರ್ಷದೀಪ್ ಸಿಂಗ್ ಮತ್ತು ಹರ್ಷಿತ್ ರಾಣಾ ಆಡುವ ಅವಕಾಶ ಪಡೆದರು. 21 ರಂದು ಭಾರತ ತಂಡ ಸೂಪರ್-4 ಹಂತದ ಪಂದ್ಯದಲ್ಲಿ ಪಾಕಿಸ್ತಾನ ತಂಡವನ್ನು ಎದುರಿಸಲಿದೆ. ಒಮನ್ ತಂಡದ ಆಮಿರ್ ಕಲೀಮ್ ಮತ್ತು ಹಮ್ಮದ್ ಮಿರ್ಜಾ ಅರ್ಧಶತಕ ಬಾರಿಸಿ ಉತ್ತಮ ಹೋರಾಟ ನೀಡಿದರು. ಆದರೆ ಒಮನ್ ತಂಡ 20 ಓವರ್‌ಗಳಲ್ಲಿ 4 ವಿಕೆಟ್‌ಗೆ 167 ರನ್ ಗಳಿಸಲಷ್ಟೇ ಶಕ್ತವಾಯಿತು. ಭಾರತ 21 ರನ್ ಅಂತರದ ಜಯ ಸಾಧಿಸಿತು. ಹರ್ಷಿತ್ ರಾಣಾ, ಅರ್ಷದೀಪ್, ಕುಲದೀಪ್ ಮತ್ತು ಹಾರ್ದಿಕ್ ತಲಾ ಒಂದು ವಿಕೆಟ್ ಪಡೆದರು. ■ಸ್ಕೋರ್: ಭಾರತ 188/8, ಒಮನ್ 167/4.: [728, 180, 918, 347]
crossword-cell[interactable]: [505, 1298, 525, 1318]
crossword-cell[interactable]: [607, 1360, 627, 1380]
clue-item: 5.ವಿವಿಧ: [676, 1186, 698, 1196]
clue-item: 19.ಸುರಕ್ಷಿತ: [676, 1311, 707, 1321]
story2-photo: [376, 540, 594, 692]
section-stripe-blue: [618, 1068, 918, 1072]
divider: [24, 862, 200, 863]
crossword-cell[interactable]: [546, 1298, 566, 1318]
crossword-cell[interactable]: [648, 1155, 668, 1175]
story5-body-left: ■ಲಖನೌ: ಪಡಿಕ್ಕಲ್ ಅವರ 150 ರನ್ ಹಾಗೂ ಧ್ರುವ್ ಜುರೆಲ್ ಅವರ 140 ರನ್ ಬ್ಯಾಟಿಂಗ್ ನೆರವಿನಿಂದ ಭಾರತ ಎ ತಂಡವು ಆಸ್ಟ್ರೇಲಿಯಾ ಎ ವಿರುದ್ಧದ ಮೊದಲ ಅನಧಿಕೃತ ಟೆಸ್ಟ್ ಪಂದ್ಯವನ್ನು ಡ್ರಾ ಮಾಡಿಕೊಂಡಿತು. ಮೊದಲು ಬ್ಯಾಟಿಂಗ್ ಮಾಡಿದ ಆಸ್ಟ್ರೇಲಿಯಾ ಎ ತಂಡ 6 ವಿಕೆಟ್‌ಗೆ 532 ರನ್ ಗಳಿಸಿ ಡಿಕ್ಲೇರ್ ಮಾಡಿಕೊಂಡಿತು. ಪ್ರತಿಯಾಗಿ ಭಾರತ ಎ ತಂಡ 7 ವಿಕೆಟ್‌ಗೆ 531 ರನ್ ಗಳಿಸಿ ಡಿಕ್ಲೇರ್ ಮಾಡಿತು. ಬಳಿಕ ಆಸ್ಟ್ರೇಲಿಯಾ ಎ ಎರಡನೇ ಇನಿಂಗ್ಸ್‌ನಲ್ಲಿ ವಿಕೆಟ್: [484, 966, 624, 1059]
crossword-grid: [484, 1134, 670, 1430]
crossword-cell[interactable]: [628, 1134, 648, 1154]
story3-headline: ಸೆಮಿಗೇರಿದ ಸಾತ್ವಿಕ್-ಚಿರಾಗ್: [641, 500, 879, 530]
crossword-clue-number: 14: [486, 1340, 494, 1347]
registration-dot: [848, 1448, 855, 1455]
crossword-block: [587, 1175, 607, 1195]
story4-body-left: ■ಟೋಕಿಯೊ (ಜಪಾನ್): ಭಾರತದ ಸ್ಟೀಪಲ್‌ಚೇಸ್ ಓಟಗಾರ ಅವಿನಾಶ್ ಸಾಬಳೆ ವಿಶ್ವ ಅಥ್ಲೆಟಿಕ್ಸ್ ಚಾಂಪಿಯನ್‌ಷಿಪ್‌ನಲ್ಲಿ ನಿರಾಸೆ ಅನುಭವಿಸಿದರು. ಪುರುಷರ 3000 ಮೀ. ಸ್ಟೀಪಲ್‌ಚೇಸ್ ಫೈನಲ್ ಪ್ರವೇಶಿಸುವಲ್ಲಿ ವಿಫಲರಾದರು. ಹೀಟ್ಸ್‌ನಲ್ಲಿ ಅವರು ಅಂತಿಮ ಸ್ಥಾನ ಪಡೆದು ಟೂರ್ನಿಯಿಂದ ಹೊರಬಿದ್ದರು. ಮಹಿಳೆಯರ ವಿಭಾಗದಲ್ಲಿ ಪಾರುಲ್ ಚೌಧರಿ ಕೂಡ ಫೈನಲ್ ತಲುಪಲು ವಿಫಲರಾದರು. ಗುಲ್ವೀರ್: [212, 966, 338, 1059]
crossword-block: [628, 1155, 648, 1175]
crossword-cell[interactable]: [484, 1401, 504, 1421]
brief1-title: ಸೆ.24ಕ್ಕೆ ಹಾಕಿ ಮಿನಿ ಹರಾಜು: [30, 143, 145, 157]
crossword-cell[interactable]: [628, 1380, 648, 1400]
story2-caption-title: ಭಾರತ,ಪಾಕ್ ಮುಖಾಮುಖಿ: [416, 695, 515, 708]
registration-dot: [96, 1448, 103, 1455]
schedule-row: » ಸೆಪ್ಟೆಂಬರ್ 24: ಭಾರತ vs ಬಾಂಗ್ಲಾದೇಶ - ದುಬೈ: [381, 856, 587, 871]
crossword-cell[interactable]: [505, 1216, 525, 1236]
crossword-cell[interactable]: [546, 1134, 566, 1154]
crossword-cell[interactable]: [587, 1278, 607, 1298]
logo-text: ಹೊಸ ದಿಗಂತ: [76, 33, 160, 55]
crossword-clue-number: 13: [568, 1299, 576, 1306]
schedule-box: [380, 790, 588, 914]
brief3-title: ಫುಟ್‌ಬಾಲ್ ಸಂಸ್ಥೆ ಸಂವಿಧಾನಕ್ಕೆ ಅನುಮೋದನೆ: [55, 868, 175, 900]
crossword-cell[interactable]: [484, 1360, 504, 1380]
crossword-cell[interactable]: [607, 1155, 627, 1175]
crossword-cell[interactable]: [566, 1175, 586, 1195]
